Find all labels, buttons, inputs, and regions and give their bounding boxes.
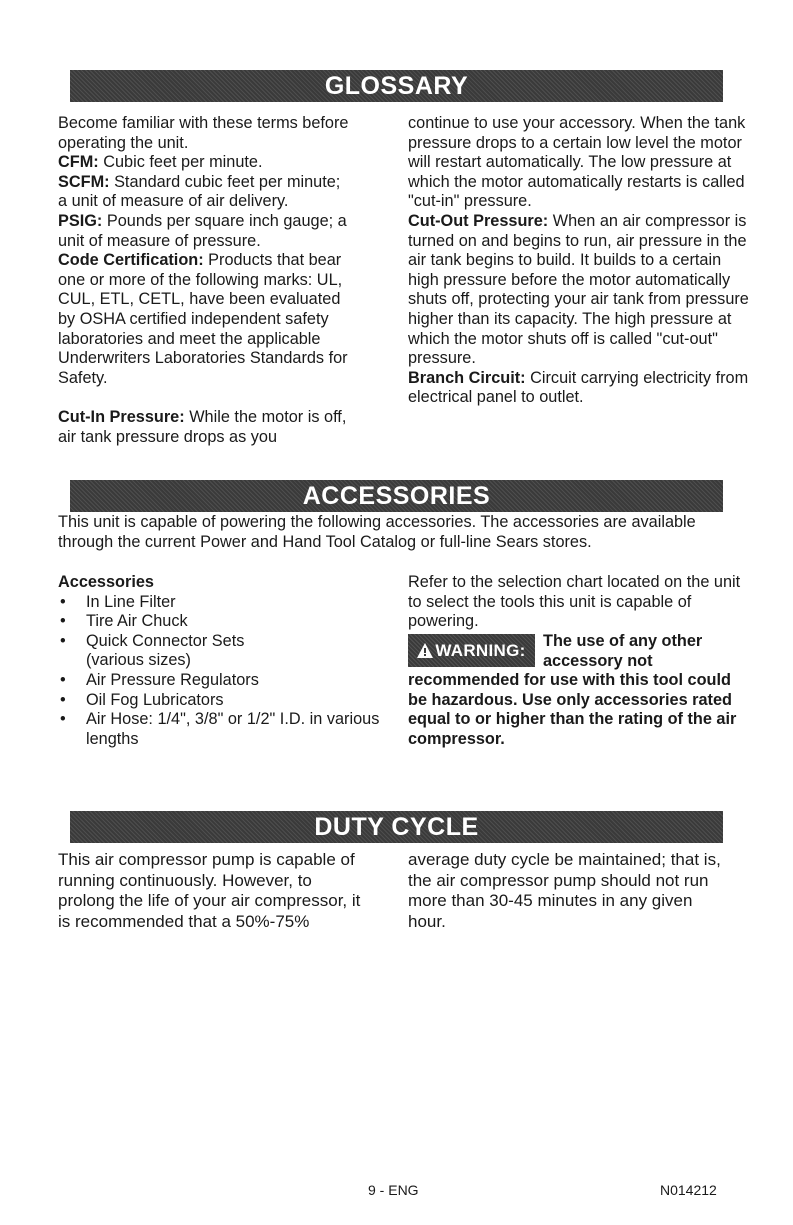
duty-cycle-right: average duty cycle be maintained; that is, the air compressor pump should not run more than 30-45 minutes in any given hour. bbox=[408, 850, 721, 931]
accessories-banner bbox=[70, 480, 723, 512]
accessories-list-column bbox=[58, 573, 388, 749]
glossary-term-code-certification: Code Certification: Products that bear one or more of the following marks: UL, CUL, ETL, CETL, have been evaluated by OSHA certified independent safety laboratories and meet the applicable Underwriters Laboratories Standards for Safety. bbox=[58, 251, 348, 387]
list-item: • In Line Filter bbox=[58, 593, 388, 613]
accessories-list-title: Accessories bbox=[58, 573, 154, 591]
warning-badge: WARNING: bbox=[408, 634, 535, 667]
glossary-term-scfm: SCFM: Standard cubic feet per minute; a unit of measure of air delivery. bbox=[58, 172, 341, 211]
accessories-refer-text: Refer to the selection chart located on the unit to select the tools this unit is capable of powering. bbox=[408, 573, 741, 631]
warning-block bbox=[408, 632, 753, 750]
glossary-intro: Become familiar with these terms before operating the unit. bbox=[58, 114, 349, 152]
list-item: • Quick Connector Sets (various sizes) bbox=[58, 632, 388, 671]
page-number: 9 - ENG bbox=[368, 1182, 419, 1198]
glossary-term-cut-in-cont: continue to use your accessory. When the tank pressure drops to a certain low level the motor will restart automatically. The low pressure at which the motor automatically restarts is called "cut-in" pressure. bbox=[408, 114, 746, 211]
glossary-term-branch-circuit: Branch Circuit: Circuit carrying electricity from electrical panel to outlet. bbox=[408, 368, 749, 407]
duty-cycle-banner bbox=[70, 811, 723, 843]
glossary-right-column bbox=[408, 114, 753, 408]
document-code: N014212 bbox=[660, 1182, 717, 1198]
list-item: • Air Hose: 1/4", 3/8" or 1/2" I.D. in various lengths bbox=[58, 710, 388, 749]
list-item: • Tire Air Chuck bbox=[58, 612, 388, 632]
glossary-cut-in-start: Cut-In Pressure: While the motor is off, air tank pressure drops as you bbox=[58, 408, 347, 446]
warning-text: The use of any other accessory not recommended for use with this tool could be hazardous. Use only accessories rated equal to or higher than the rating of the air compressor. bbox=[408, 632, 737, 748]
warning-triangle-icon bbox=[417, 643, 433, 658]
glossary-banner bbox=[70, 70, 723, 102]
accessories-intro: This unit is capable of powering the following accessories. The accessories are available through the current Power and Hand Tool Catalog or full-line Sears stores. bbox=[58, 513, 696, 551]
accessories-heading: ACCESSORIES bbox=[302, 481, 491, 510]
duty-cycle-left: This air compressor pump is capable of running continuously. However, to prolong the life of your air compressor, it is recommended that a 50%-75% bbox=[58, 850, 361, 931]
duty-cycle-heading: DUTY CYCLE bbox=[314, 812, 479, 841]
glossary-left-column bbox=[58, 114, 350, 388]
list-item: • Air Pressure Regulators bbox=[58, 671, 388, 691]
glossary-term-cut-out: Cut-Out Pressure: When an air compressor is turned on and begins to run, air pressure in the air tank begins to build. It builds to a certain high pressure before the motor automatically shuts off, protecting your air tank from pressure higher than its capacity. The high pressure at which the motor shuts off is called "cut-out" pressure. bbox=[408, 211, 749, 368]
list-item: • Oil Fog Lubricators bbox=[58, 691, 388, 711]
accessories-list bbox=[58, 593, 388, 750]
glossary-term-psig: PSIG: Pounds per square inch gauge; a unit of measure of pressure. bbox=[58, 211, 347, 250]
glossary-heading: GLOSSARY bbox=[324, 71, 469, 100]
glossary-term-cfm: CFM: Cubic feet per minute. bbox=[58, 153, 263, 172]
